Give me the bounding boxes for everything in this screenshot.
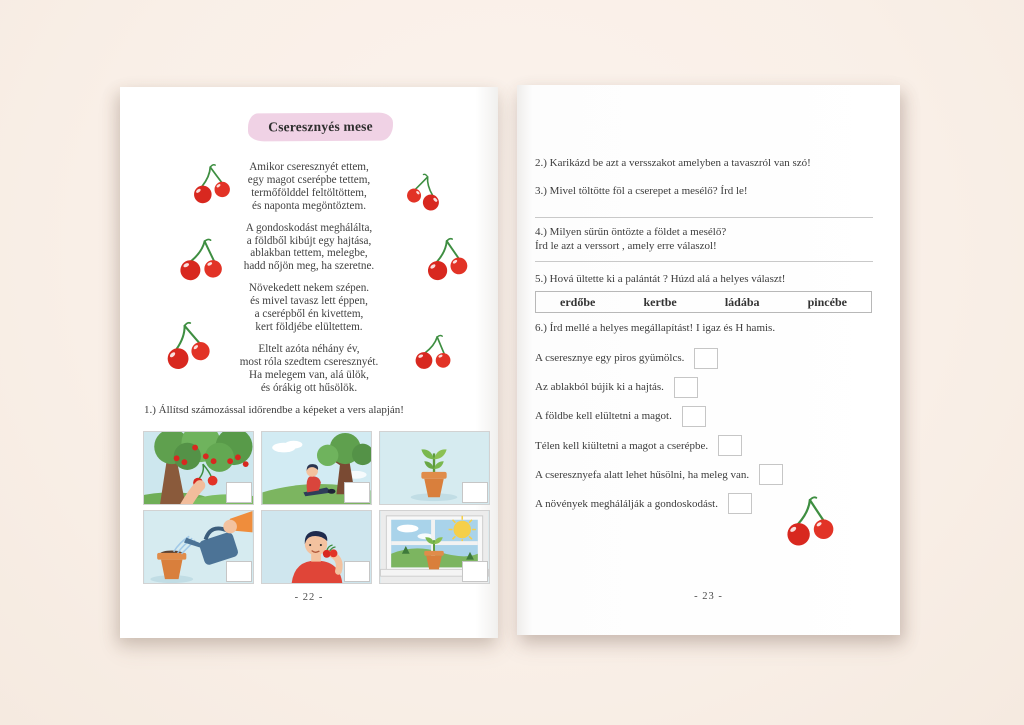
option-pincebe: pincébe [807,294,847,309]
statement-text: Az ablakból bújik ki a hajtás. [535,381,664,394]
answer-line [535,217,873,218]
true-false-statements [535,347,783,522]
task1-instruction: 1.) Állítsd számozással időrendbe a képeket a vers alapján! [144,404,404,416]
order-number-box [462,482,488,503]
statement-row [535,435,783,457]
cherries-icon [411,330,458,374]
cherries-icon [188,161,236,206]
true-false-box [674,377,698,398]
cherries-icon [176,235,230,285]
true-false-box [694,348,718,369]
statement-row [535,405,783,427]
cherries-icon [158,317,218,373]
poem-stanza-2: A gondoskodást meghálálta, a földből kibújt egy hajtása, ablakban tettem, melegbe, hadd nőjön meg, ha szeretne. [243,221,375,273]
order-number-box [462,561,488,582]
question-5: 5.) Hová ültette ki a palántát ? Húzd alá a helyes választ! [535,273,786,285]
right-page [517,85,900,635]
statement-row [535,464,783,486]
picture-tile-watering-pot [143,510,254,584]
question-6: 6.) Írd mellé a helyes megállapítást! I igaz és H hamis. [535,322,776,334]
cherries-icon [782,494,841,549]
statement-text: Télen kell kiültetni a magot a cserépbe. [535,439,709,452]
statement-row [535,376,783,398]
order-number-box [226,482,252,503]
order-number-box [344,482,370,503]
order-number-box [344,561,370,582]
question-2: 2.) Karikázd be azt a versszakot amelyben a tavaszról van szó! [535,157,811,169]
option-erdobe: erdőbe [560,294,596,309]
statement-text: A cseresznyefa alatt lehet hűsölni, ha meleg van. [535,468,750,481]
true-false-box [718,435,742,456]
statement-row [535,493,783,515]
statement-row [535,347,783,369]
page-number-left: - 22 - [294,592,324,603]
true-false-box [682,406,706,427]
left-page [120,87,498,638]
question-3: 3.) Mivel töltötte föl a cserepet a mesélő? Írd le! [535,185,748,197]
story-title: Cseresznyés mese [268,118,373,135]
poem-stanza-3: Növekedett nekem szépen. és mivel tavasz lett éppen, a cserépből én kivettem, kert földjébe elültettem. [248,282,370,333]
statement-text: A cseresznye egy piros gyümölcs. [535,352,685,364]
true-false-box [759,464,783,485]
picture-tile-windowsill [379,510,490,584]
poem-stanza-4: Eltelt azóta néhány év, most róla szedtem cseresznyét. Ha melegem van, alá ülök, és órákig ott hűsölök. [239,342,379,394]
question-4: 4.) Milyen sűrűn öntözte a földet a mesélő? Írd le azt a verssort , amely erre válaszol! [535,226,727,252]
picture-tile-resting-under-tree [261,431,372,505]
picture-tile-eating-cherries [261,510,372,584]
story-title-banner [248,112,393,141]
picture-tile-picking-cherries [143,431,254,505]
option-kertbe: kertbe [643,294,677,309]
cherries-icon [423,235,474,282]
picture-tile-seedling-in-pot [379,431,490,505]
option-ladaba: ládába [724,294,760,309]
poem-stanza-1: Amikor cseresznyét ettem, egy magot cserépbe tettem, termőfölddel feltöltöttem, és naponta megöntöztem. [247,161,371,212]
statement-text: A növények meghálálják a gondoskodást. [535,497,718,510]
true-false-box [728,493,752,514]
order-number-box [226,561,252,582]
statement-text: A földbe kell elültetni a magot. [535,410,672,423]
page-number-right: - 23 - [694,591,723,602]
answer-options-box [535,291,872,313]
answer-line [535,261,873,262]
picture-sequencing-grid [143,431,490,584]
